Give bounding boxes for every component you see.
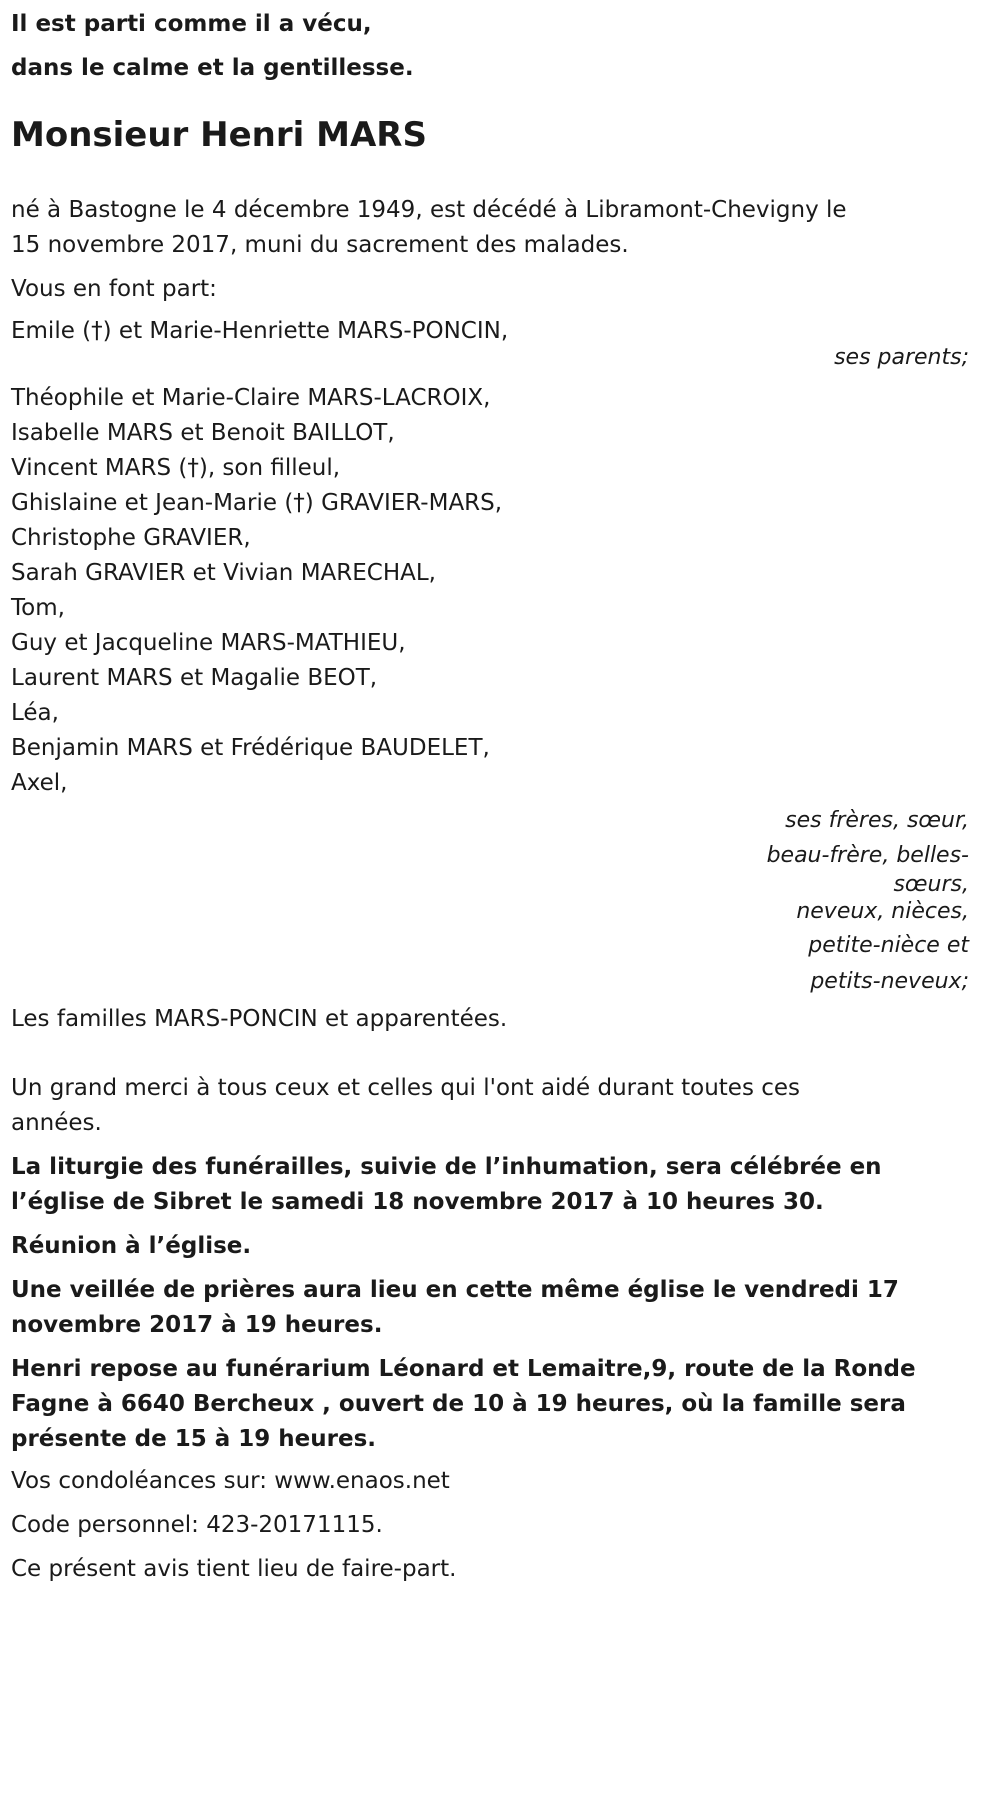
vigil-line: Une veillée de prières aura lieu en cette même église le vendredi 17 bbox=[11, 1277, 899, 1303]
epigraph bbox=[11, 0, 989, 81]
parents-block bbox=[11, 314, 989, 373]
condolences-text: Vos condoléances sur: www.enaos.net bbox=[11, 1468, 450, 1494]
rest-line: Henri repose au funérarium Léonard et Lemaitre,9, route de la Ronde bbox=[11, 1356, 916, 1382]
family-relation-line: neveux, nièces, bbox=[796, 899, 969, 924]
family-relation-line: beau-frère, belles- bbox=[766, 843, 969, 868]
family-member: Benjamin MARS et Frédérique BAUDELET, bbox=[11, 735, 490, 761]
family-member: Axel, bbox=[11, 770, 68, 796]
family-member: Laurent MARS et Magalie BEOT, bbox=[11, 665, 378, 691]
family-member: Christophe GRAVIER, bbox=[11, 525, 251, 551]
family-relation bbox=[11, 803, 989, 999]
family-member: Sarah GRAVIER et Vivian MARECHAL, bbox=[11, 560, 436, 586]
family-relation-line: petite-nièce et bbox=[808, 933, 969, 958]
liturgy-line: l’église de Sibret le samedi 18 novembre 2017 à 10 heures 30. bbox=[11, 1189, 824, 1215]
family-member: Théophile et Marie-Claire MARS-LACROIX, bbox=[11, 385, 491, 411]
family-member: Léa, bbox=[11, 700, 59, 726]
birth-death-info bbox=[11, 193, 989, 263]
family-list bbox=[11, 381, 989, 801]
deceased-name: Monsieur Henri MARS bbox=[11, 115, 427, 155]
family-member: Guy et Jacqueline MARS-MATHIEU, bbox=[11, 630, 406, 656]
family-member: Vincent MARS (†), son filleul, bbox=[11, 455, 341, 481]
family-relation-line: petits-neveux; bbox=[810, 969, 969, 994]
announce-text: Vous en font part: bbox=[11, 276, 217, 302]
parents-relation: ses parents; bbox=[834, 345, 969, 370]
vigil-line: novembre 2017 à 19 heures. bbox=[11, 1312, 383, 1338]
notice-text: Ce présent avis tient lieu de faire-part. bbox=[11, 1556, 457, 1582]
rest-line: Fagne à 6640 Bercheux , ouvert de 10 à 19 heures, où la famille sera bbox=[11, 1391, 906, 1417]
vigil-info bbox=[11, 1273, 989, 1343]
epigraph-line: Il est parti comme il a vécu, bbox=[11, 11, 372, 37]
families-text: Les familles MARS-PONCIN et apparentées. bbox=[11, 1006, 508, 1032]
birth-death-line: 15 novembre 2017, muni du sacrement des malades. bbox=[11, 232, 629, 258]
family-relation-line: ses frères, sœur, bbox=[785, 808, 969, 833]
family-member: Isabelle MARS et Benoit BAILLOT, bbox=[11, 420, 395, 446]
thanks-text bbox=[11, 1071, 989, 1141]
family-relation-line: sœurs, bbox=[893, 872, 969, 897]
thanks-line: années. bbox=[11, 1110, 102, 1136]
personal-code: Code personnel: 423-20171115. bbox=[11, 1512, 383, 1538]
family-member: Tom, bbox=[11, 595, 65, 621]
epigraph-line: dans le calme et la gentillesse. bbox=[11, 55, 414, 81]
parents-names: Emile (†) et Marie-Henriette MARS-PONCIN, bbox=[11, 318, 509, 344]
rest-line: présente de 15 à 19 heures. bbox=[11, 1426, 377, 1452]
meeting-text: Réunion à l’église. bbox=[11, 1233, 252, 1259]
rest-info bbox=[11, 1352, 989, 1457]
family-member: Ghislaine et Jean-Marie (†) GRAVIER-MARS, bbox=[11, 490, 503, 516]
liturgy-line: La liturgie des funérailles, suivie de l’inhumation, sera célébrée en bbox=[11, 1154, 882, 1180]
thanks-line: Un grand merci à tous ceux et celles qui l'ont aidé durant toutes ces bbox=[11, 1075, 801, 1101]
liturgy-info bbox=[11, 1150, 989, 1220]
birth-death-line: né à Bastogne le 4 décembre 1949, est décédé à Libramont-Chevigny le bbox=[11, 197, 847, 223]
